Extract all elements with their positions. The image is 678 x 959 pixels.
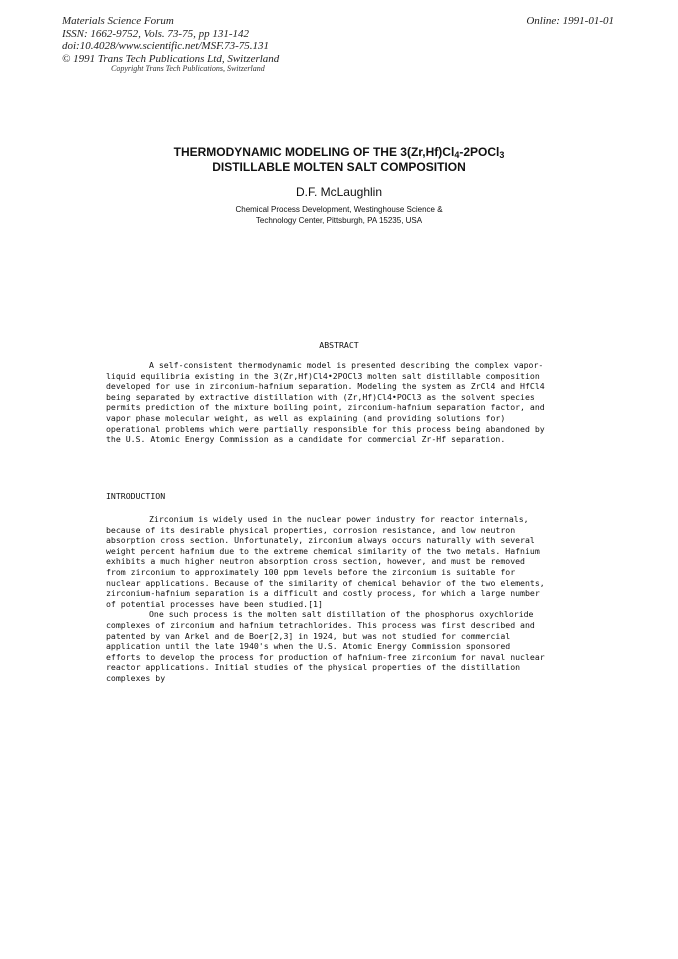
- intro-paragraph-1: Zirconium is widely used in the nuclear power industry for reactor internals, because of its desirable physical properties, corrosion resistance, and low neutron absorption cross section. Unfortunately, zirconium always occurs naturally with several weight percent hafnium due to the extreme chemical similarity of the two metals. Hafnium exhibits a much higher neutron absorption cross section, however, and must be removed from zirconium to approximately 100 ppm levels before the zirconium is suitable for nuclear applications. Because of the similarity of chemical behavior of the two elements, zirconium-hafnium separation is a difficult and costly process, for which a large number of potential processes have been studied.[1]: [106, 514, 545, 609]
- introduction-body: [106, 514, 546, 684]
- title-line-2: DISTILLABLE MOLTEN SALT COMPOSITION: [212, 160, 466, 174]
- affiliation-line-1: Chemical Process Development, Westinghouse Science &: [235, 205, 443, 214]
- copyright-stamp: Copyright Trans Tech Publications, Switzerland: [111, 64, 265, 73]
- copyright-line: © 1991 Trans Tech Publications Ltd, Switzerland: [62, 52, 280, 65]
- affiliation: [0, 205, 678, 226]
- abstract-body: [106, 360, 546, 445]
- publication-header: [62, 15, 279, 65]
- intro-paragraph-2: One such process is the molten salt distillation of the phosphorus oxychloride complexes of zirconium and hafnium tetrachlorides. This process was first described and patented by van Arkel and de Boer[2,3] in 1924, but was not studied for commercial application until the late 1940's when the U.S. Atomic Energy Commission sponsored efforts to develop the process for production of hafnium-free zirconium for naval nuclear reactor applications. Initial studies of the physical properties of the distillation complexes by: [106, 609, 545, 683]
- title-line-1: THERMODYNAMIC MODELING OF THE $3(Zr,Hf)Cl_4-2POCl_3$: [173, 145, 505, 160]
- abstract-paragraph: A self-consistent thermodynamic model is presented describing the complex vapor-liquid equilibria existing in the 3(Zr,Hf)Cl4•2POCl3 molten salt distillable composition developed for use in zirconium-hafnium separation. Modeling the system as ZrCl4 and HfCl4 being separated by extractive distillation with (Zr,Hf)Cl4•POCl3 as the solvent species permits prediction of the mixture boiling point, zirconium-hafnium separation factor, and vapor phase molecular weight, as well as explaining (and providing solutions for) operational problems which were partially responsible for this process being abandoned by the U.S. Atomic Energy Commission as a candidate for commercial Zr-Hf separation.: [106, 360, 545, 445]
- doi-line[interactable]: doi:10.4028/www.scientific.net/MSF.73-75.131: [62, 40, 270, 52]
- paper-title: [0, 145, 678, 175]
- abstract-heading: ABSTRACT: [319, 340, 359, 350]
- journal-name: Materials Science Forum: [62, 15, 174, 27]
- affiliation-line-2: Technology Center, Pittsburgh, PA 15235, USA: [255, 215, 423, 225]
- issn-line: ISSN: 1662-9752, Vols. 73-75, pp 131-142: [62, 27, 249, 40]
- online-date: Online: 1991-01-01: [526, 15, 614, 27]
- author-name: D.F. McLaughlin: [295, 185, 383, 199]
- introduction-heading: INTRODUCTION: [106, 491, 166, 501]
